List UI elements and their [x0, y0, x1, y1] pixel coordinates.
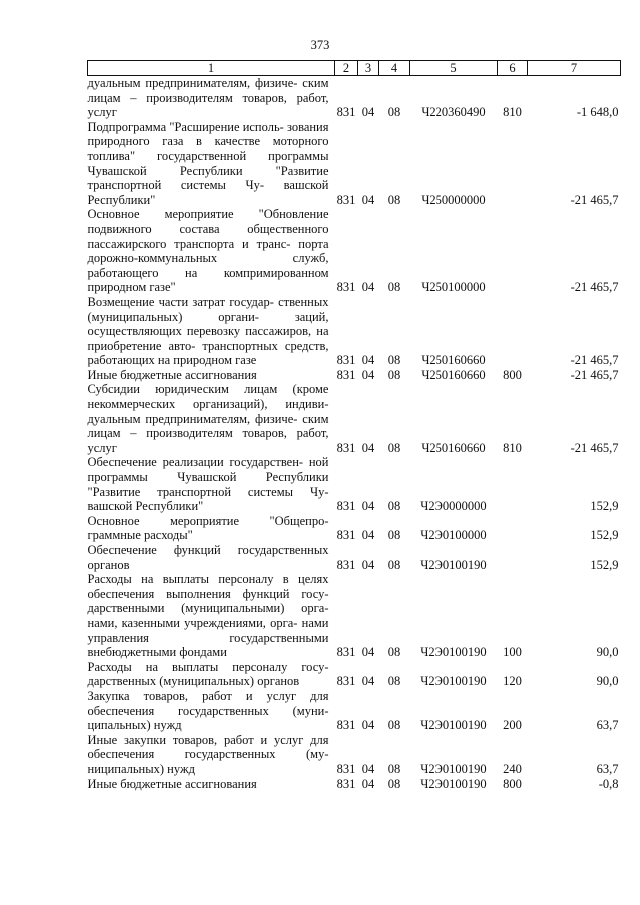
item-name: Расходы на выплаты персоналу в целях обеспечения выполнения функций госу- дарственными (муниципальными) орга- нами, казенными учреждениями, орга- нами управления государственными внебюджетными фондами — [87, 572, 329, 660]
subsection-code: 08 — [387, 645, 401, 660]
expense-type-code — [498, 514, 528, 543]
table-row — [88, 660, 621, 689]
budget-table — [87, 60, 621, 791]
target-article-code: Ч2Э0100190 — [420, 674, 487, 689]
amount-value: -21 465,7 — [570, 367, 619, 382]
ministry-code: 831 — [336, 105, 356, 120]
item-name: Иные закупки товаров, работ и услуг для обеспечения государственных (му- ниципальных) нужд — [87, 732, 329, 776]
subsection-code: 08 — [387, 440, 401, 455]
amount-value: -21 465,7 — [570, 440, 619, 455]
amount-value: -1 648,0 — [576, 105, 619, 120]
expense-type-code — [498, 543, 528, 572]
target-article-code: Ч250160660 — [421, 367, 486, 382]
expense-type-code: 120 — [503, 674, 522, 689]
target-article-code: Ч2Э0100190 — [420, 761, 487, 776]
section-code: 04 — [361, 353, 375, 368]
ministry-code: 831 — [336, 761, 356, 776]
table-row — [88, 572, 621, 660]
item-name: Обеспечение реализации государствен- ной программы Чувашской Республики "Развитие транспортной системы Чу- вашской Республики" — [87, 455, 329, 514]
item-name: Основное мероприятие "Общепро- граммные расходы" — [87, 513, 329, 543]
item-name: Иные бюджетные ассигнования — [87, 776, 257, 791]
target-article-code: Ч2Э0000000 — [420, 499, 487, 514]
table-row — [88, 733, 621, 777]
subsection-code: 08 — [387, 674, 401, 689]
item-name: Обеспечение функций государственных органов — [87, 543, 329, 572]
target-article-code: Ч250160660 — [421, 353, 486, 368]
target-article-code: Ч2Э0100000 — [420, 528, 487, 543]
table-row — [88, 777, 621, 792]
item-name: Основное мероприятие "Обновление подвижного состава общественного пассажирского транспорта и транс- порта дорожно-коммунальных служб, работающего на компримированном природном газе" — [87, 207, 329, 295]
ministry-code: 831 — [336, 645, 356, 660]
table-row — [88, 295, 621, 368]
table-row — [88, 76, 621, 120]
section-code: 04 — [361, 557, 375, 572]
expense-type-code: 100 — [503, 645, 522, 660]
section-code: 04 — [361, 674, 375, 689]
section-code: 04 — [361, 440, 375, 455]
ministry-code: 831 — [336, 192, 356, 207]
item-name: дуальным предпринимателям, физиче- ским лицам – производителям товаров, работ, услуг — [87, 76, 329, 120]
section-code: 04 — [361, 280, 375, 295]
table-row — [88, 543, 621, 572]
ministry-code: 831 — [336, 718, 356, 733]
subsection-code: 08 — [387, 528, 401, 543]
subsection-code: 08 — [387, 105, 401, 120]
expense-type-code: 800 — [503, 776, 522, 791]
section-code: 04 — [361, 776, 375, 791]
expense-type-code — [498, 295, 528, 368]
target-article-code: Ч2Э0100190 — [420, 718, 487, 733]
subsection-code: 08 — [387, 280, 401, 295]
ministry-code: 831 — [336, 557, 356, 572]
target-article-code: Ч2Э0100190 — [420, 776, 487, 791]
subsection-code: 08 — [387, 718, 401, 733]
section-code: 04 — [361, 367, 375, 382]
subsection-code: 08 — [387, 353, 401, 368]
target-article-code: Ч250100000 — [421, 280, 486, 295]
amount-value: -0,8 — [598, 776, 619, 791]
amount-value: 152,9 — [590, 557, 619, 572]
section-code: 04 — [361, 105, 375, 120]
table-row — [88, 689, 621, 733]
section-code: 04 — [361, 528, 375, 543]
table-body — [88, 76, 621, 792]
expense-type-code: 810 — [503, 440, 522, 455]
column-header: 6 — [498, 61, 528, 76]
column-header: 4 — [379, 61, 410, 76]
expense-type-code: 200 — [503, 718, 522, 733]
amount-value: 90,0 — [596, 645, 619, 660]
expense-type-code — [498, 207, 528, 295]
table-row — [88, 382, 621, 455]
section-code: 04 — [361, 645, 375, 660]
section-code: 04 — [361, 192, 375, 207]
expense-type-code — [498, 120, 528, 208]
subsection-code: 08 — [387, 557, 401, 572]
ministry-code: 831 — [336, 440, 356, 455]
amount-value: 63,7 — [596, 761, 619, 776]
table-row — [88, 207, 621, 295]
column-header: 5 — [410, 61, 498, 76]
column-header: 2 — [335, 61, 358, 76]
subsection-code: 08 — [387, 761, 401, 776]
subsection-code: 08 — [387, 776, 401, 791]
ministry-code: 831 — [336, 674, 356, 689]
subsection-code: 08 — [387, 367, 401, 382]
expense-type-code — [498, 455, 528, 513]
target-article-code: Ч2Э0100190 — [420, 557, 487, 572]
table-row — [88, 455, 621, 513]
table-row — [88, 368, 621, 383]
expense-type-code: 810 — [503, 105, 522, 120]
target-article-code: Ч2Э0100190 — [420, 645, 487, 660]
ministry-code: 831 — [336, 280, 356, 295]
amount-value: 152,9 — [590, 528, 619, 543]
ministry-code: 831 — [336, 528, 356, 543]
ministry-code: 831 — [336, 776, 356, 791]
ministry-code: 831 — [336, 367, 356, 382]
table-header-row — [88, 61, 621, 76]
amount-value: 63,7 — [596, 718, 619, 733]
table-row — [88, 120, 621, 208]
amount-value: 152,9 — [590, 499, 619, 514]
page-number: 373 — [310, 38, 330, 52]
expense-type-code: 800 — [503, 367, 522, 382]
item-name: Расходы на выплаты персоналу госу- дарственных (муниципальных) органов — [87, 659, 329, 689]
item-name: Возмещение части затрат государ- ственных (муниципальных) органи- заций, осуществляющих перевозку пассажиров, на приобретение авто- транспортных средств, работающих на природном газе — [87, 294, 329, 368]
expense-type-code: 240 — [503, 761, 522, 776]
section-code: 04 — [361, 718, 375, 733]
amount-value: 90,0 — [596, 674, 619, 689]
column-header: 7 — [528, 61, 621, 76]
item-name: Субсидии юридическим лицам (кроме некоммерческих организаций), индиви- дуальным предпринимателям, физиче- ским лицам – производителям товаров, работ, услуг — [87, 382, 329, 455]
amount-value: -21 465,7 — [570, 353, 619, 368]
target-article-code: Ч250160660 — [421, 440, 486, 455]
target-article-code: Ч250000000 — [421, 192, 486, 207]
table-row — [88, 514, 621, 543]
section-code: 04 — [361, 499, 375, 514]
item-name: Иные бюджетные ассигнования — [87, 367, 257, 382]
subsection-code: 08 — [387, 192, 401, 207]
column-header: 1 — [88, 61, 335, 76]
subsection-code: 08 — [387, 499, 401, 514]
column-header: 3 — [358, 61, 379, 76]
amount-value: -21 465,7 — [570, 280, 619, 295]
target-article-code: Ч220360490 — [421, 105, 486, 120]
item-name: Подпрограмма "Расширение исполь- зования природного газа в качестве моторного топлива" государственной программы Чувашской Республики "Развитие транспортной системы Чу- вашской Республики" — [87, 119, 329, 207]
item-name: Закупка товаров, работ и услуг для обеспечения государственных (муни- ципальных) нужд — [87, 688, 329, 733]
ministry-code: 831 — [336, 499, 356, 514]
amount-value: -21 465,7 — [570, 192, 619, 207]
section-code: 04 — [361, 761, 375, 776]
ministry-code: 831 — [336, 353, 356, 368]
